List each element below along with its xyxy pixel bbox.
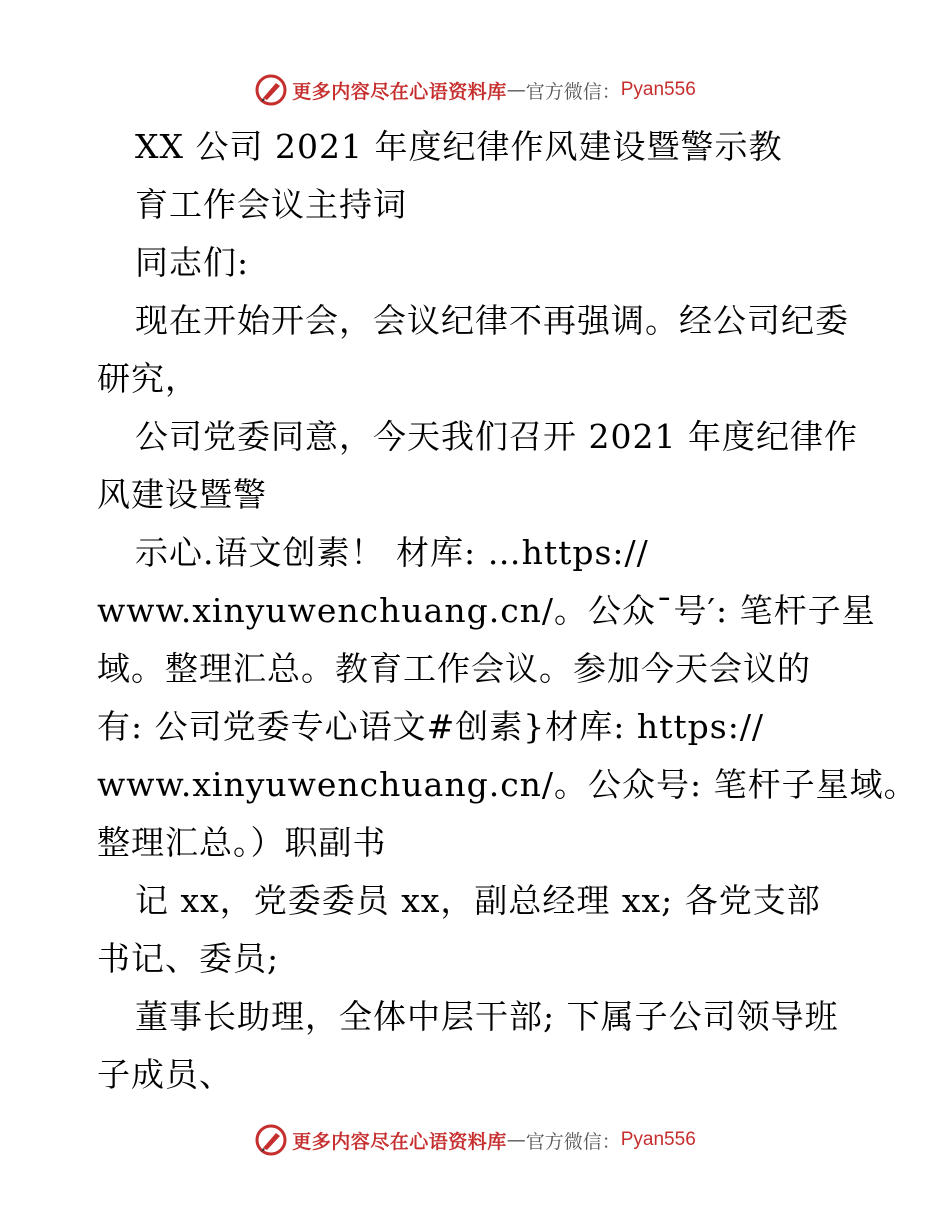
document-line: 同志们: [135, 243, 250, 282]
document-line: www.xinyuwenchuang.cn/。公众号: 笔杆子星域。 [97, 765, 918, 804]
pen-logo-icon [254, 1123, 288, 1157]
document-line: 示心.语文创素！ 材库: …https:// [135, 533, 649, 572]
banner-wechat-id: Pyan556 [620, 1129, 696, 1150]
banner-dash: — [506, 1129, 526, 1151]
banner-dash: — [506, 79, 526, 101]
document-line: 书记、委员; [97, 939, 280, 978]
footer-banner [0, 1120, 950, 1160]
document-line: 研究， [97, 359, 199, 398]
document-line: www.xinyuwenchuang.cn/。公众¯号′: 笔杆子星 [97, 591, 876, 630]
document-line: 现在开始开会，会议纪律不再强调。经公司纪委 [135, 301, 849, 340]
banner-slogan: 更多内容尽在心语资料库 [292, 1130, 507, 1153]
document-line: 董事长助理，全体中层干部; 下属子公司领导班 [135, 997, 839, 1036]
banner-wechat-id: Pyan556 [620, 79, 696, 100]
header-banner [0, 70, 950, 110]
document-line: 有: 公司党委专心语文#创素}材库: https:// [97, 707, 765, 746]
document-line: 风建设暨警 [97, 475, 267, 514]
document-line: 育工作会议主持词 [135, 185, 407, 224]
document-line: 整理汇总。）职副书 [97, 823, 387, 862]
document-line: 子成员、 [97, 1055, 233, 1094]
document-line: XX 公司 2021 年度纪律作风建设暨警示教 [135, 127, 783, 166]
banner-official-label: 官方微信： [525, 1130, 621, 1153]
document-line: 域。整理汇总。教育工作会议。参加今天会议的 [97, 649, 811, 688]
document-body [97, 118, 918, 1104]
document-line: 记 xx，党委委员 xx，副总经理 xx; 各党支部 [135, 881, 821, 920]
banner-slogan: 更多内容尽在心语资料库 [292, 80, 507, 103]
pen-logo-icon [254, 73, 288, 107]
banner-official-label: 官方微信： [525, 80, 621, 103]
document-line: 公司党委同意，今天我们召开 2021 年度纪律作 [135, 417, 858, 456]
